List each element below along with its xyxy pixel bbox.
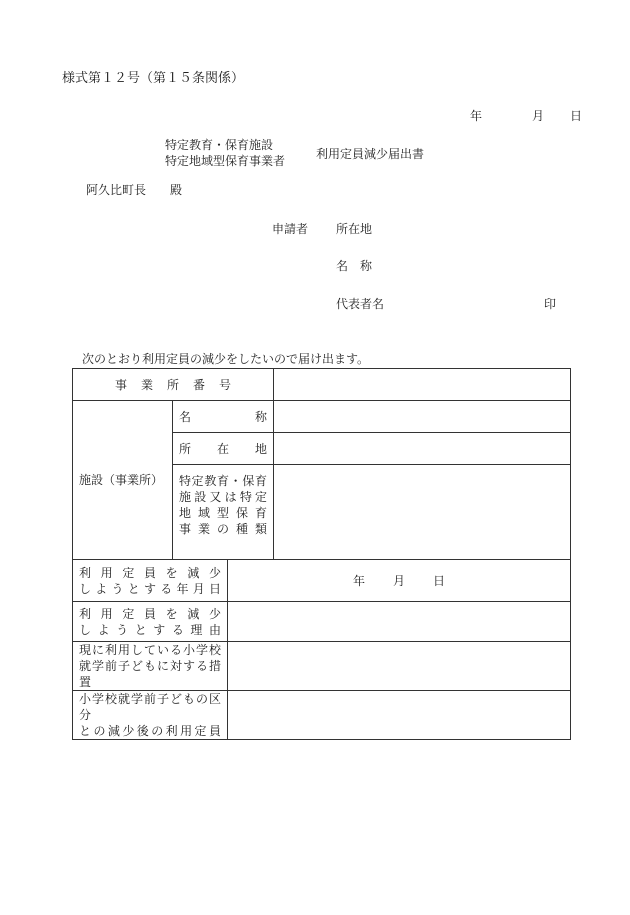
facility-name-input[interactable] xyxy=(274,401,571,433)
reduction-reason-label-line: しようとする理由 xyxy=(79,622,221,637)
office-number-input[interactable] xyxy=(274,369,571,401)
reduction-date-label-cell xyxy=(73,560,228,602)
applicant-address-label: 所在地 xyxy=(336,222,373,236)
reduction-reason-label-line: 利用定員を減少 xyxy=(79,606,221,621)
reduction-reason-label-cell xyxy=(73,602,228,642)
facility-address-label: 所在地 xyxy=(179,441,268,456)
reduction-date-day: 日 xyxy=(433,573,446,588)
reduction-date-label-line: 利用定員を減少 xyxy=(79,565,221,580)
capacity-after-label-line: との減少後の利用定員 xyxy=(79,724,221,738)
applicant-label: 申請者 xyxy=(272,222,309,236)
submission-date xyxy=(470,107,582,124)
row-facility-name xyxy=(73,401,571,433)
reduction-date-input[interactable] xyxy=(228,560,571,602)
office-number-label-cell xyxy=(73,369,274,401)
measures-input[interactable] xyxy=(228,642,571,691)
date-month-label: 月 xyxy=(532,109,545,123)
capacity-after-input[interactable] xyxy=(228,691,571,740)
row-reduction-date xyxy=(73,560,571,602)
reduction-date-month: 月 xyxy=(393,573,406,588)
measures-label-cell xyxy=(73,642,228,691)
facility-type-label-line: 地域型保育 xyxy=(179,506,268,520)
reduction-reason-input[interactable] xyxy=(228,602,571,642)
addressee xyxy=(86,181,182,198)
applicant-name-label: 名 称 xyxy=(336,259,373,273)
facility-type-input[interactable] xyxy=(274,465,571,560)
measures-label-line: 就学前子どもに対する措置 xyxy=(79,659,221,689)
document-title: 利用定員減少届出書 xyxy=(316,147,425,161)
date-day-label: 日 xyxy=(570,109,583,123)
form-number: 様式第１２号（第１５条関係） xyxy=(62,71,245,86)
row-measures xyxy=(73,642,571,691)
seal-mark: 印 xyxy=(544,297,557,311)
addressee-honorific: 殿 xyxy=(170,183,183,197)
capacity-after-label-line: 小学校就学前子どもの区分 xyxy=(79,692,221,722)
row-office-number xyxy=(73,369,571,401)
facility-address-label-cell xyxy=(173,433,274,465)
measures-label-line: 現に利用している小学校 xyxy=(79,643,221,657)
facility-group-label: 施設（事業所） xyxy=(79,473,164,487)
reduction-date-year: 年 xyxy=(352,573,365,588)
facility-type-label-cell xyxy=(173,465,274,560)
facility-name-label: 名称 xyxy=(179,409,268,424)
facility-type-1: 特定教育・保育施設 xyxy=(165,138,274,152)
facility-type-label-line: 施設又は特定 xyxy=(179,490,268,504)
reduction-date-label-line: しようとする年月日 xyxy=(79,581,221,596)
representative-label: 代表者名 xyxy=(336,297,385,311)
capacity-after-label-cell xyxy=(73,691,228,740)
facility-type-label-line: 事業の種類 xyxy=(179,522,268,536)
facility-name-label-cell xyxy=(173,401,274,433)
facility-type-2: 特定地域型保育事業者 xyxy=(165,154,286,168)
office-number-label: 事業所番号 xyxy=(115,377,232,392)
facility-address-input[interactable] xyxy=(274,433,571,465)
row-capacity-after xyxy=(73,691,571,740)
facility-type-label-line: 特定教育・保育 xyxy=(179,474,268,488)
addressee-name: 阿久比町長 xyxy=(86,183,147,197)
form-table xyxy=(72,368,571,740)
intro-text: 次のとおり利用定員の減少をしたいので届け出ます。 xyxy=(82,352,370,366)
facility-group-label-cell xyxy=(73,401,173,560)
row-reduction-reason xyxy=(73,602,571,642)
date-year-label: 年 xyxy=(470,109,483,123)
